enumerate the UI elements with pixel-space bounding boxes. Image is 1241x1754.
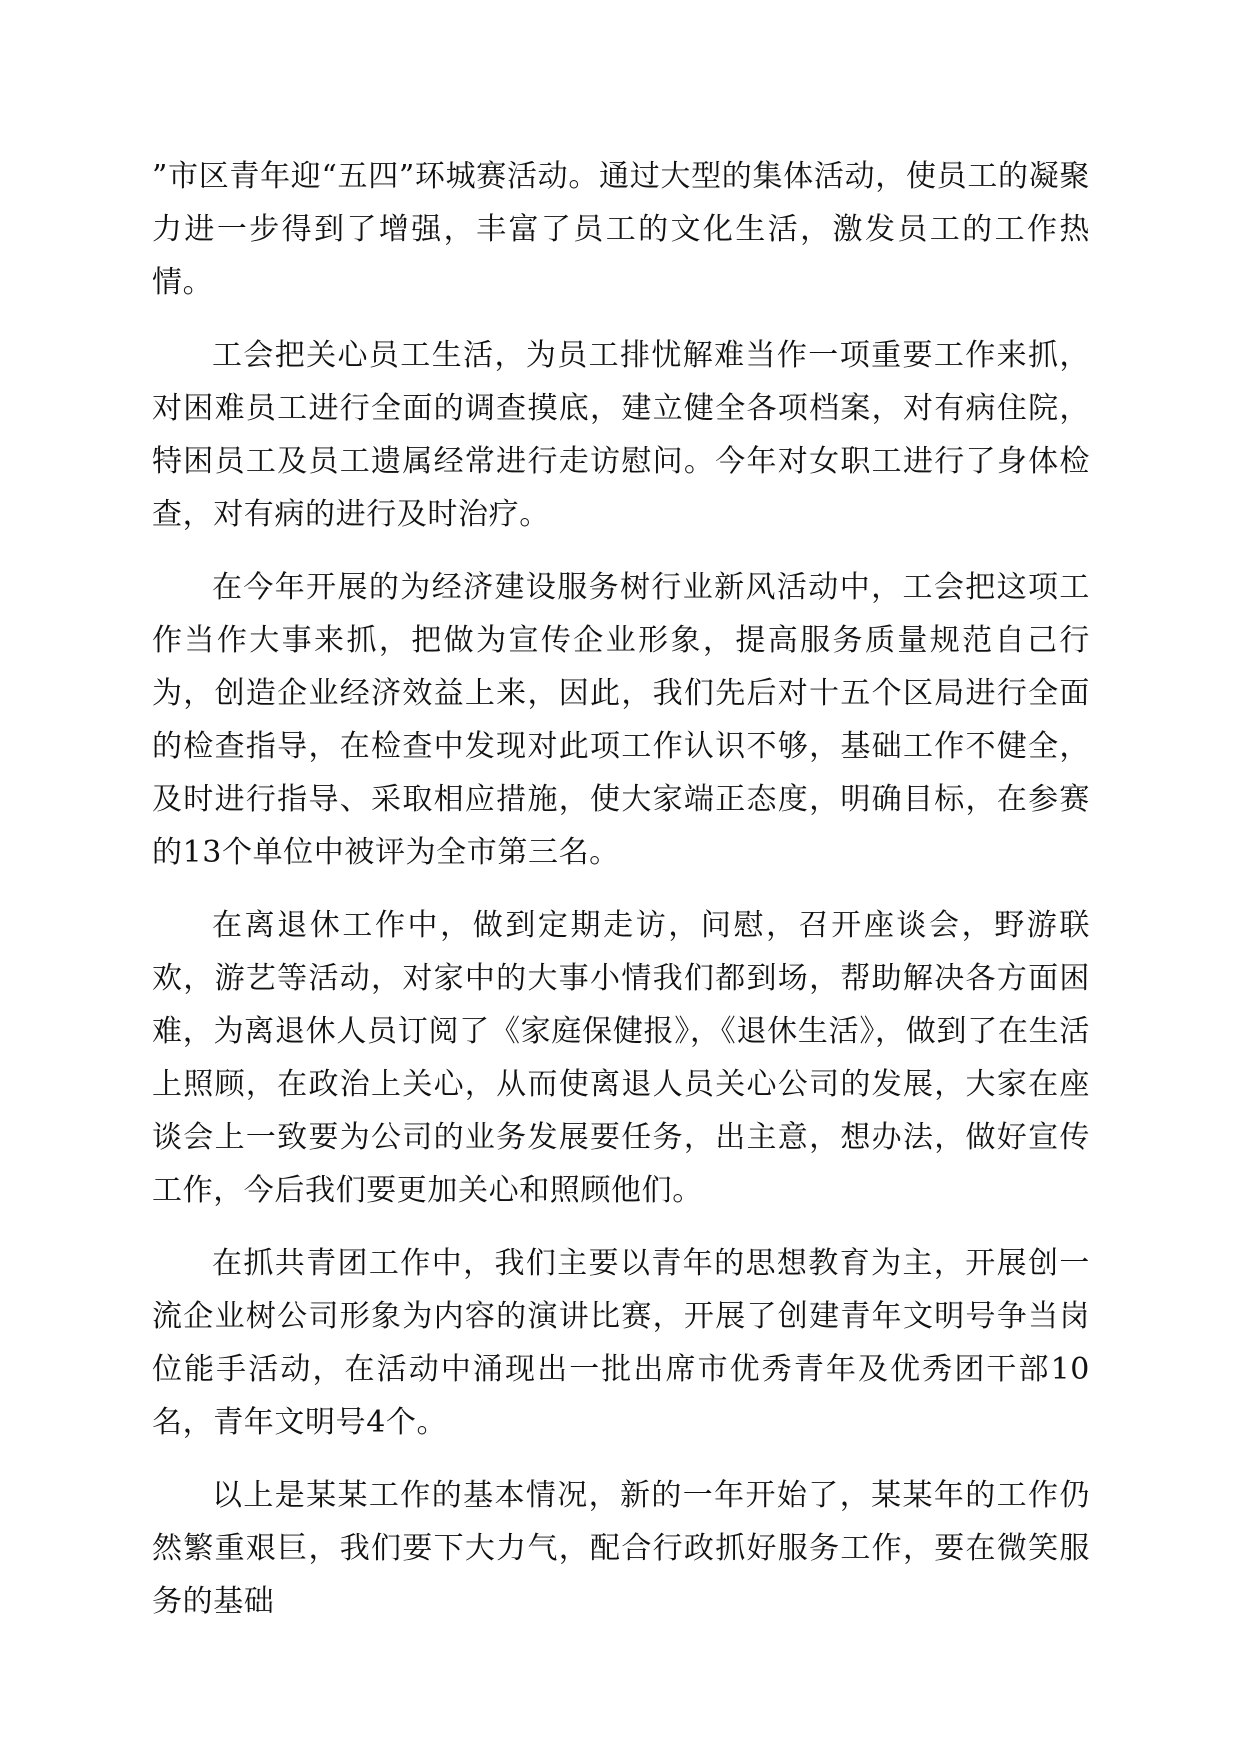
paragraph-new-style-activity: 在今年开展的为经济建设服务树行业新风活动中，工会把这项工作当作大事来抓，把做为宣传企业形象，提高服务质量规范自己行为，创造企业经济效益上来，因此，我们先后对十五个区局进行全面的检查指导，在检查中发现对此项工作认识不够，基础工作不健全，及时进行指导、采取相应措施，使大家端正态度，明确目标，在参赛的13个单位中被评为全市第三名。	[152, 570, 1090, 870]
paragraph-summary: 以上是某某工作的基本情况，新的一年开始了，某某年的工作仍然繁重艰巨，我们要下大力气，配合行政抓好服务工作，要在微笑服务的基础	[152, 1478, 1090, 1619]
paragraph-union-care: 工会把关心员工生活，为员工排忧解难当作一项重要工作来抓，对困难员工进行全面的调查摸底，建立健全各项档案，对有病住院，特困员工及员工遗属经常进行走访慰问。今年对女职工进行了身体检查，对有病的进行及时治疗。	[152, 338, 1090, 532]
paragraph-youth-league: 在抓共青团工作中，我们主要以青年的思想教育为主，开展创一流企业树公司形象为内容的演讲比赛，开展了创建青年文明号争当岗位能手活动，在活动中涌现出一批出席市优秀青年及优秀团干部10名，青年文明号4个。	[152, 1246, 1090, 1440]
document-body	[152, 150, 1090, 1648]
paragraph-retiree-work: 在离退休工作中，做到定期走访，问慰，召开座谈会，野游联欢，游艺等活动，对家中的大事小情我们都到场，帮助解决各方面困难，为离退休人员订阅了《家庭保健报》，《退休生活》，做到了在生活上照顾，在政治上关心，从而使离退人员关心公司的发展，大家在座谈会上一致要为公司的业务发展要任务，出主意，想办法，做好宣传工作，今后我们要更加关心和照顾他们。	[152, 908, 1090, 1208]
paragraph-continuation: ”市区青年迎“五四”环城赛活动。通过大型的集体活动，使员工的凝聚力进一步得到了增强，丰富了员工的文化生活，激发员工的工作热情。	[152, 159, 1090, 300]
